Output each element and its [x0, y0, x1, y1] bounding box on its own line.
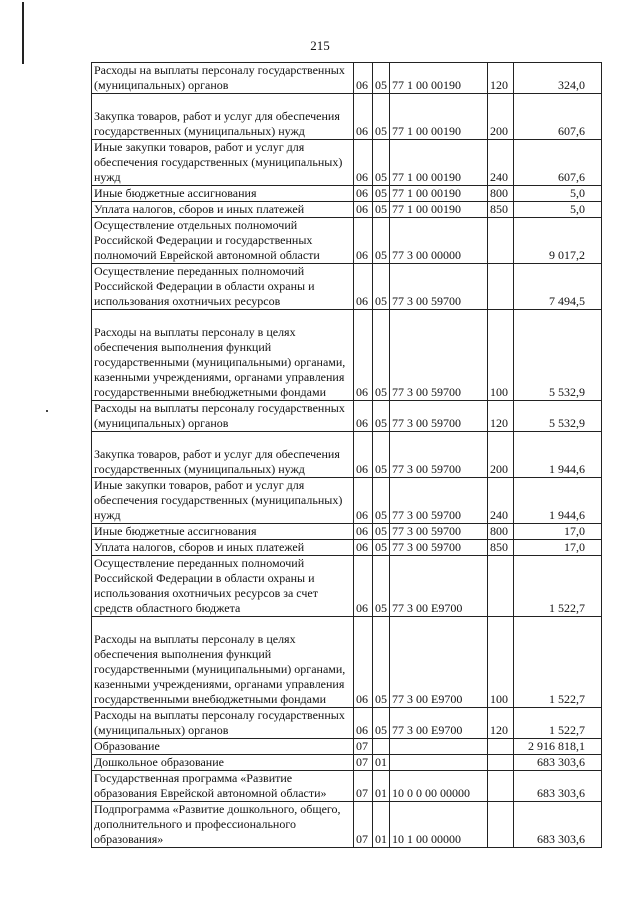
margin-line: [22, 2, 24, 64]
row-target-article: 10 1 00 00000: [390, 802, 488, 848]
table-row: [92, 310, 602, 401]
row-section: 06: [354, 218, 373, 264]
row-target-article: 77 1 00 00190: [390, 63, 488, 94]
row-name: Расходы на выплаты персоналу государственных (муниципальных) органов: [92, 401, 354, 432]
row-name: Уплата налогов, сборов и иных платежей: [92, 202, 354, 218]
table-row: [92, 94, 602, 140]
row-expense-type: 240: [488, 478, 514, 524]
row-target-article: 77 3 00 59700: [390, 264, 488, 310]
row-amount: 9 017,2: [514, 218, 602, 264]
row-name: Дошкольное образование: [92, 755, 354, 771]
row-amount: 5 532,9: [514, 401, 602, 432]
row-expense-type: 120: [488, 401, 514, 432]
row-section: 06: [354, 708, 373, 739]
row-amount: 607,6: [514, 140, 602, 186]
table-row: [92, 478, 602, 524]
row-target-article: 77 1 00 00190: [390, 186, 488, 202]
row-expense-type: 200: [488, 94, 514, 140]
row-section: 06: [354, 264, 373, 310]
row-expense-type: 240: [488, 140, 514, 186]
row-section: 06: [354, 63, 373, 94]
row-amount: 683 303,6: [514, 802, 602, 848]
row-name: Закупка товаров, работ и услуг для обеспечения государственных (муниципальных) нужд: [92, 94, 354, 140]
row-subsection: 01: [373, 802, 390, 848]
row-expense-type: 850: [488, 202, 514, 218]
row-name: Подпрограмма «Развитие дошкольного, общего, дополнительного и профессионального образования»: [92, 802, 354, 848]
row-amount: 683 303,6: [514, 771, 602, 802]
row-section: 07: [354, 802, 373, 848]
row-amount: 2 916 818,1: [514, 739, 602, 755]
row-expense-type: 850: [488, 540, 514, 556]
row-name: Иные бюджетные ассигнования: [92, 524, 354, 540]
row-subsection: 01: [373, 771, 390, 802]
row-target-article: 10 0 0 00 00000: [390, 771, 488, 802]
row-amount: 324,0: [514, 63, 602, 94]
row-expense-type: 100: [488, 617, 514, 708]
row-name: Иные бюджетные ассигнования: [92, 186, 354, 202]
row-subsection: 05: [373, 94, 390, 140]
row-target-article: 77 3 00 59700: [390, 540, 488, 556]
row-amount: 1 522,7: [514, 617, 602, 708]
row-section: 07: [354, 771, 373, 802]
row-section: 07: [354, 755, 373, 771]
row-section: 06: [354, 94, 373, 140]
row-name: Расходы на выплаты персоналу в целях обеспечения выполнения функций государственными (муниципальными) органами, казенными учреждениями, органами управления государственными внебюджетными фондами: [92, 617, 354, 708]
row-amount: 683 303,6: [514, 755, 602, 771]
row-expense-type: [488, 802, 514, 848]
row-target-article: 77 3 00 Е9700: [390, 556, 488, 617]
row-amount: 1 944,6: [514, 478, 602, 524]
row-subsection: 05: [373, 264, 390, 310]
table-row: [92, 401, 602, 432]
row-subsection: 05: [373, 478, 390, 524]
table-row: [92, 186, 602, 202]
row-subsection: 05: [373, 63, 390, 94]
row-subsection: 05: [373, 524, 390, 540]
row-amount: 5,0: [514, 186, 602, 202]
row-target-article: 77 3 00 00000: [390, 218, 488, 264]
table-row: [92, 63, 602, 94]
row-name: Расходы на выплаты персоналу государственных (муниципальных) органов: [92, 63, 354, 94]
row-target-article: 77 1 00 00190: [390, 202, 488, 218]
row-amount: 17,0: [514, 524, 602, 540]
row-subsection: 05: [373, 556, 390, 617]
row-subsection: 05: [373, 432, 390, 478]
row-target-article: 77 3 00 59700: [390, 310, 488, 401]
row-subsection: [373, 739, 390, 755]
row-amount: 1 522,7: [514, 556, 602, 617]
row-section: 06: [354, 556, 373, 617]
row-section: 06: [354, 524, 373, 540]
row-name: Закупка товаров, работ и услуг для обеспечения государственных (муниципальных) нужд: [92, 432, 354, 478]
row-amount: 1 944,6: [514, 432, 602, 478]
table-row: [92, 739, 602, 755]
budget-table: [91, 62, 602, 848]
page-number: 215: [310, 38, 330, 53]
row-expense-type: [488, 218, 514, 264]
row-expense-type: [488, 556, 514, 617]
row-target-article: [390, 739, 488, 755]
row-expense-type: [488, 739, 514, 755]
row-expense-type: 120: [488, 63, 514, 94]
row-section: 06: [354, 540, 373, 556]
row-subsection: 05: [373, 401, 390, 432]
row-expense-type: 800: [488, 186, 514, 202]
row-expense-type: 120: [488, 708, 514, 739]
row-expense-type: [488, 771, 514, 802]
row-target-article: 77 1 00 00190: [390, 94, 488, 140]
row-name: Расходы на выплаты персоналу в целях обеспечения выполнения функций государственными (муниципальными) органами, казенными учреждениями, органами управления государственными внебюджетными фондами: [92, 310, 354, 401]
row-amount: 17,0: [514, 540, 602, 556]
row-section: 07: [354, 739, 373, 755]
table-row: [92, 708, 602, 739]
row-expense-type: 200: [488, 432, 514, 478]
row-section: 06: [354, 202, 373, 218]
table-row: [92, 540, 602, 556]
table-row: [92, 140, 602, 186]
row-subsection: 01: [373, 755, 390, 771]
row-name: Образование: [92, 739, 354, 755]
row-section: 06: [354, 140, 373, 186]
budget-table-body: [92, 63, 602, 848]
row-expense-type: 800: [488, 524, 514, 540]
row-target-article: 77 1 00 00190: [390, 140, 488, 186]
row-section: 06: [354, 186, 373, 202]
row-amount: 5,0: [514, 202, 602, 218]
table-row: [92, 755, 602, 771]
row-target-article: 77 3 00 59700: [390, 432, 488, 478]
table-row: [92, 771, 602, 802]
table-row: [92, 202, 602, 218]
table-row: [92, 556, 602, 617]
row-name: Осуществление переданных полномочий Российской Федерации в области охраны и использования охотничьих ресурсов: [92, 264, 354, 310]
row-subsection: 05: [373, 540, 390, 556]
row-subsection: 05: [373, 202, 390, 218]
row-amount: 607,6: [514, 94, 602, 140]
row-name: Иные закупки товаров, работ и услуг для обеспечения государственных (муниципальных) нужд: [92, 478, 354, 524]
row-amount: 5 532,9: [514, 310, 602, 401]
row-section: 06: [354, 401, 373, 432]
row-target-article: 77 3 00 59700: [390, 478, 488, 524]
row-target-article: [390, 755, 488, 771]
row-name: Иные закупки товаров, работ и услуг для обеспечения государственных (муниципальных) нужд: [92, 140, 354, 186]
table-row: [92, 218, 602, 264]
row-section: 06: [354, 310, 373, 401]
row-name: Осуществление отдельных полномочий Российской Федерации и государственных полномочий Еврейской автономной области: [92, 218, 354, 264]
row-name: Государственная программа «Развитие образования Еврейской автономной области»: [92, 771, 354, 802]
scan-speck: [46, 410, 48, 412]
row-name: Уплата налогов, сборов и иных платежей: [92, 540, 354, 556]
row-target-article: 77 3 00 Е9700: [390, 617, 488, 708]
table-row: [92, 264, 602, 310]
row-section: 06: [354, 478, 373, 524]
table-row: [92, 524, 602, 540]
row-name: Расходы на выплаты персоналу государственных (муниципальных) органов: [92, 708, 354, 739]
row-amount: 7 494,5: [514, 264, 602, 310]
row-subsection: 05: [373, 218, 390, 264]
row-target-article: 77 3 00 59700: [390, 524, 488, 540]
row-target-article: 77 3 00 Е9700: [390, 708, 488, 739]
row-name: Осуществление переданных полномочий Российской Федерации в области охраны и использования охотничьих ресурсов за счет средств областного бюджета: [92, 556, 354, 617]
row-amount: 1 522,7: [514, 708, 602, 739]
table-row: [92, 802, 602, 848]
row-section: 06: [354, 617, 373, 708]
row-section: 06: [354, 432, 373, 478]
row-expense-type: [488, 264, 514, 310]
row-expense-type: 100: [488, 310, 514, 401]
row-subsection: 05: [373, 708, 390, 739]
row-subsection: 05: [373, 310, 390, 401]
row-expense-type: [488, 755, 514, 771]
row-target-article: 77 3 00 59700: [390, 401, 488, 432]
row-subsection: 05: [373, 140, 390, 186]
row-subsection: 05: [373, 617, 390, 708]
table-row: [92, 432, 602, 478]
row-subsection: 05: [373, 186, 390, 202]
table-row: [92, 617, 602, 708]
